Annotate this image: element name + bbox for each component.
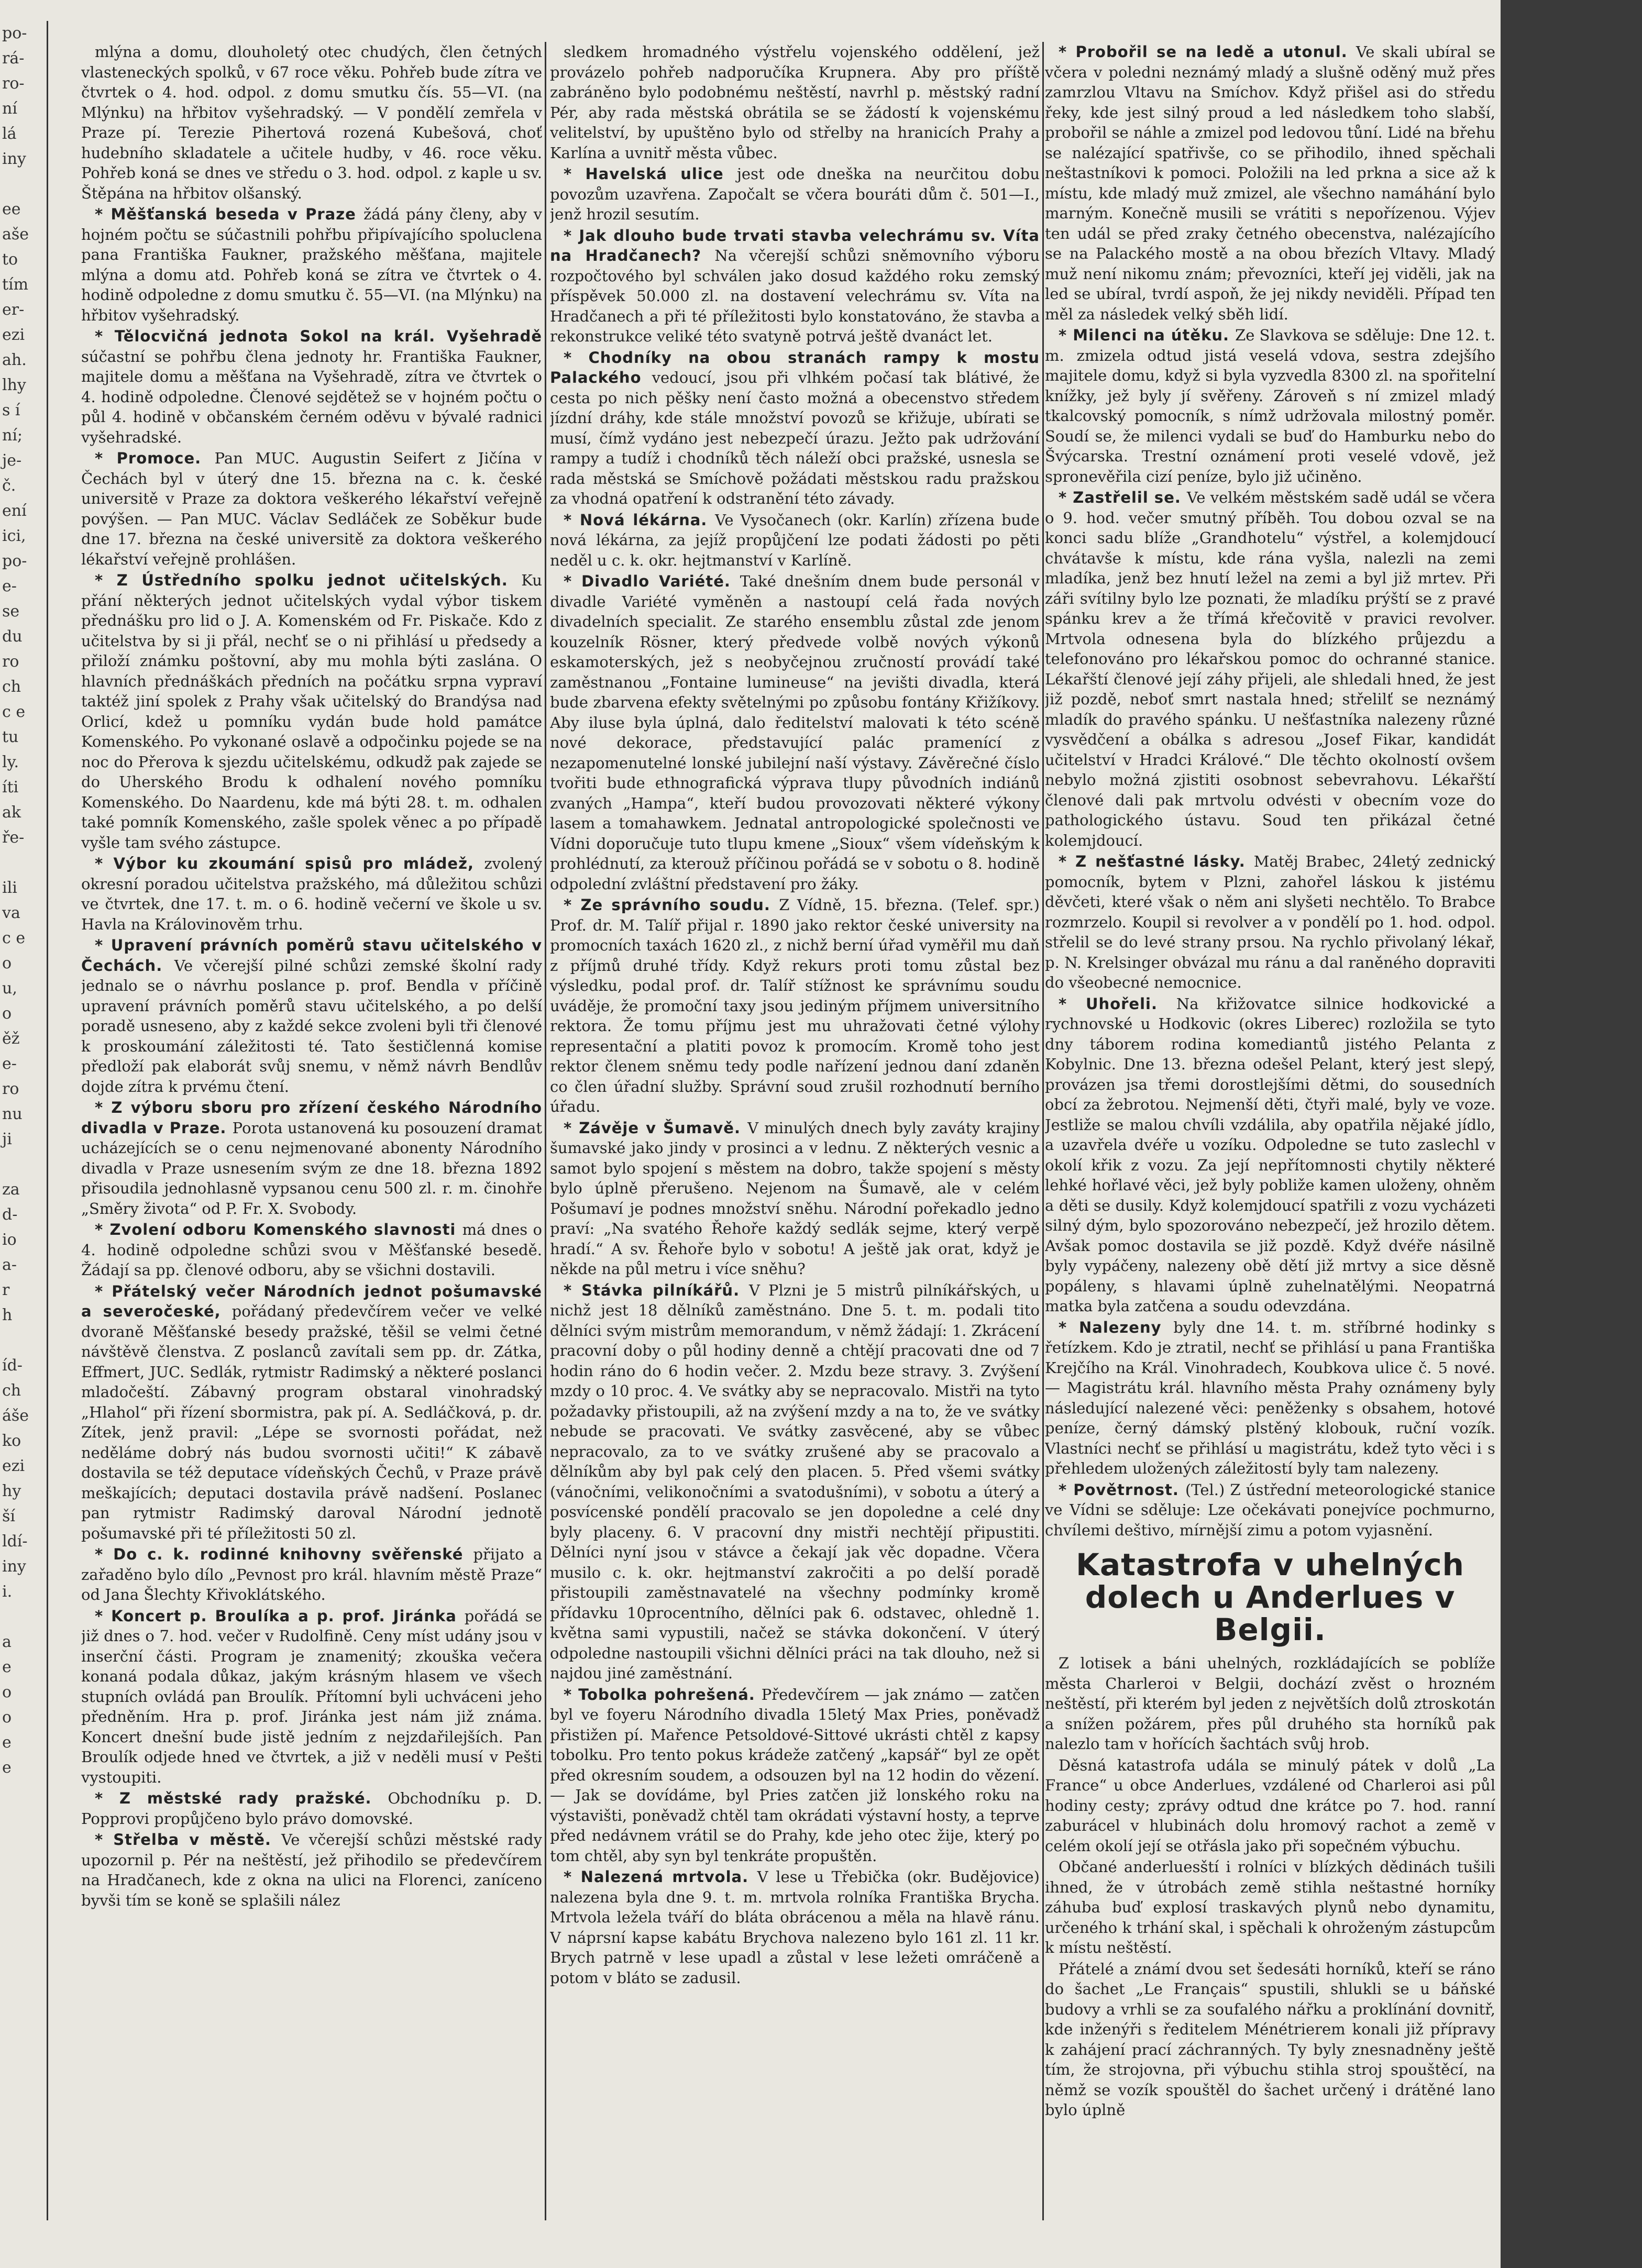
news-item [1045, 325, 1495, 486]
edge-fragment: tu [2, 728, 19, 746]
edge-fragment: lhy [2, 376, 26, 394]
news-item-body: Pan MUC. Augustin Seifert z Jičína v Čechách byl v úterý dne 15. března na c. k. české universitě v Praze za doktora veškerého lékařství veřejně povýšen. — Pan MUC. Václav Sedláček ze Soběkur bude dne 17. března na české universitě za doktora veškerého lékařství veřejně prohlášen. [81, 449, 542, 568]
edge-fragment: za [2, 1180, 20, 1199]
edge-fragment [2, 850, 47, 876]
edge-fragment: o [2, 954, 12, 972]
edge-fragment: a [2, 1633, 12, 1651]
news-item [1045, 994, 1495, 1316]
news-item-body: jest ode dneška na neurčitou dobu povozům uzavřena. Započalt se včera bouráti dům č. 501—I., jenž hrozil sesutím. [550, 165, 1040, 223]
edge-fragment: ro [2, 1080, 19, 1098]
edge-fragment: ee [2, 200, 21, 218]
news-item-body: pořádaný předevčírem večer ve velké dvoraně Měšťanské besedy pražské, těšil se velmi četné návštěvě členstva. Z poslanců zavítali sem pp. dr. Zátka, Effmert, JUC. Sedlák, rytmistr Radimský a některé poslanci mladočeští. Zábavný program obstaral vinohradský „Hlahol“ při řízení sbormistra, pak pí. A. Sedláčková, p. dr. Zítek, jenž pravil: „Lépe se svornosti pořádat, než neděláme dobrý nás budou svornosti učiti!“ K zábavě dostavila se též deputace vídeňských Čechů, v Praze právě meškajících; deputaci dostavila právě nadšení. Poslanec pan rytmistr Radimský daroval Národní jednotě pošumavské při té příležitosti 50 zl. [81, 1302, 542, 1542]
edge-fragment: o [2, 1004, 12, 1023]
news-item-headline: * Jak dlouho bude trvati stavba velechrámu sv. Víta na Hradčanech? [550, 226, 1040, 264]
edge-fragment [2, 1605, 47, 1630]
news-item [550, 226, 1040, 347]
edge-fragment: se [2, 602, 20, 621]
news-item [81, 1830, 542, 1910]
edge-fragment: aše [2, 225, 29, 244]
news-item [550, 1118, 1040, 1279]
column-1 [81, 42, 542, 2220]
news-item-body: Předevčírem — jak známo — zatčen byl ve foyeru Národního divadla 15letý Max Pries, poněvadž přistižen pí. Mařence Petsoldové-Sittové ukrásti chtěl z kapsy tobolku. Pro tento pokus krádeže zatčený „kapsář“ byl ze opět před okresním soudem, a odsouzen byl na 12 hodin do vězení. — Jak se dovídáme, byl Pries zatčen již lonského roku na výstavišti, poněvadž chtěl tam okrádati výstavní hosty, a teprve před nedávnem vrátil se do Prahy, kde jeho otec žije, který po tom chtěl, aby syn byl tenkráte propuštěn. [550, 1685, 1040, 1865]
news-item-body: Přátelé a známí dvou set šedesáti horníků, kteří se ráno do šachet „Le Français“ spustili, shlukli se u báňské budovy a vrhli se za soufalého nářku a proklínání dovnitř, kde inženýři s ředitelem Ménétrierem konali již přípravy k zahájení prací záchranných. Ty byly znesnadněny ještě tím, že strojovna, při výbuchu stihla stroj spouštěcí, na němž se vozík spouštěl do šachet určený i drátěné lano bylo úplně [1045, 1960, 1495, 2119]
news-item [550, 164, 1040, 225]
edge-fragment: íd- [2, 1356, 23, 1375]
edge-fragment: ili [2, 879, 17, 897]
news-item-body: (Tel.) Z ústřední meteorologické stanice ve Vídni se sděluje: Lze očekávati ponejvíce pochmurno, chvílemi deštivo, mírnější zimu a potom vyjasnění. [1045, 1480, 1495, 1539]
news-item [550, 1867, 1040, 1988]
edge-fragment: c e [2, 703, 26, 721]
news-item-headline: * Závěje v Šumavě. [564, 1119, 748, 1137]
news-item [1045, 851, 1495, 993]
column-rule [1042, 42, 1044, 2220]
edge-fragment: áše [2, 1407, 29, 1425]
edge-fragment: iny [2, 1557, 26, 1576]
news-item-body: V lese u Třebička (okr. Budějovice) nalezena byla dne 9. t. m. mrtvola rolníka Františka Brycha. Mrtvola ležela tváří do bláta obrácenou a měla na hlavě ránu. V náprsní kapse kabátu Brychova nalezeno bylo 161 zl. 11 kr. Brych patrně v lese upadl a zůstal v lese ležeti omráčeně a potom v bláto se zadusil. [550, 1868, 1040, 1987]
edge-fragment: ly. [2, 753, 19, 771]
edge-fragment: ici, [2, 527, 26, 545]
news-item-body: Na včerejší schůzi sněmovního výboru rozpočtového byl schválen jako dosud každého roku zemský příspěvek 50.000 zl. na dostavení velechrámu sv. Víta na Hradčanech a při té příležitosti bylo konstatováno, že stavba a rekonstrukce veliké této svatyně potrvá ještě dvanáct let. [550, 247, 1040, 345]
left-page-edge-fragments [0, 21, 48, 2220]
news-item-headline: * Nalezená mrtvola. [564, 1868, 757, 1886]
news-item-headline: * Povětrnost. [1059, 1480, 1185, 1499]
edge-fragment: e- [2, 1055, 17, 1073]
edge-fragment: ak [2, 803, 21, 822]
news-item-headline: * Stávka pilníkářů. [564, 1281, 749, 1299]
news-item-headline: * Havelská ulice [564, 165, 737, 183]
news-item-body: Z lotisek a báni uhelných, rozkládajících se poblíže města Charleroi v Belgii, dochází zvěst o hrozném neštěstí, při kterém byl jeden z největších dolů ztroskotán a snížen požárem, přes půl druhého sta horníků pak nalezlo tam v hořících šachtách svůj hrob. [1045, 1654, 1495, 1753]
edge-fragment: ko [2, 1432, 21, 1450]
news-item [1045, 1857, 1495, 1958]
edge-fragment: ro- [2, 74, 25, 93]
news-item [550, 1685, 1040, 1866]
news-item-headline: * Nová lékárna. [564, 511, 715, 529]
news-item [81, 570, 542, 853]
news-item [550, 42, 1040, 163]
news-item-headline: * Tělocvičná jednota Sokol na král. Vyšehradě [95, 327, 542, 345]
news-item-body: mlýna a domu, dlouholetý otec chudých, člen četných vlasteneckých spolků, v 67 roce věku. Pohřeb bude zítra ve čtvrtek o 4. hod. odpol. z domu smutku čís. 55—VI. (na Mlýnku) na hřbitov vyšehradský. — V pondělí zemřela v Praze pí. Terezie Pihertová rozená Kubešová, choť hudebního skladatele a učitele hudby, v 46. roce věku. Pohřeb koná se dnes ve středu o 3. hod. odpol. z kaple u sv. Štěpána na hřbitov olšanský. [81, 43, 542, 202]
edge-fragment: o [2, 1683, 12, 1701]
edge-fragment: ní; [2, 426, 23, 445]
news-item [81, 1544, 542, 1605]
news-item [1045, 1318, 1495, 1479]
edge-fragment: ší [2, 1507, 15, 1525]
edge-fragment: e [2, 1658, 12, 1676]
news-item-body: Ku přání některých jednot učitelských vydal výbor tiskem přednášku pro lid o J. A. Komenském od Fr. Piskače. Kdo z učitelstva by si ji přál, nechť se o ni přihlásí u předsedy a přiloží známku poštovní, aby mu mohla býti zaslána. O hlavních přednáškách předních na počátku srpna vypraví taktéž jiní spolek z Prahy však učitelský do Brandýsa nad Orlicí, kdež u pomníku vydán bude hold památce Komenského. Po vykonané oslavě a odpočinku pojede se na noc do Přerova k sjezdu učitelskému, odkudž pak zajede se do Uherského Brodu k odhalení nového pomníku Komenského. Do Naardenu, kde má býti 28. t. m. odhalen také pomník Komenského, zašle spolek věnec a po případě vyšle tam svého zástupce. [81, 571, 542, 851]
edge-fragment: ldí- [2, 1532, 28, 1551]
edge-fragment: tím [2, 275, 29, 294]
edge-fragment: po- [2, 24, 27, 42]
news-item-body: V Plzni je 5 mistrů pilníkářských, u nichž jest 18 dělníků zaměstnáno. Dne 5. t. m. podali tito dělníci svým mistrům memorandum, v němž žádají: 1. Zkrácení pracovní doby o půl hodiny denně a chtějí pracovati dne od 7 hodin ráno do 6 hodin večer. 2. Mzdu beze stravy. 3. Zvýšení mzdy o 10 proc. 4. Ve svátky aby se nepracovalo. Mistři na tyto požadavky přistoupili, až na zvýšení mzdy a na to, že ve svátky nebude se pracovati. Ve svátky zasvěcené, aby se vůbec nepracovalo, za to ve svátky zrušené aby se pracovalo a dělníkům aby byl pak celý den placen. 5. Před všemi svátky (vánočními, velikonočními a svatodušními), v sobotu a úterý a posvícenské pondělí pracovalo se jen dopoledne a celé dny byly placeny. 6. V pracovní dny mistři nechtějí připustiti. Dělníci nyní jsou v stávce a čekají jak věc dopadne. Včera musilo c. k. okr. hejtmanství zakročiti a po delší poradě přistoupili zaměstnavatelé na všechny podmínky kromě přídavku 10procentního, dělníci pak 6. odstavec, ohledně 1. května sami vypustili, načež se stávka dokončení. V úterý odpoledne nastoupili všichni dělníci práci na tak dlouho, než si najdou jiné zaměstnání. [550, 1281, 1040, 1682]
news-item-body: Z Vídně, 15. března. (Telef. spr.) Prof. dr. M. Talíř přijal r. 1890 jako rektor české university na promocních taxách 1620 zl., z nichž berní úřad vyměřil mu daň z příjmů druhé třídy. Když rekurs proti tomu zůstal bez výsledku, podal prof. dr. Talíř stížnost ke správnímu soudu uváděje, že promoční taxy jsou jediným příjmem universitního rektora. Že tomu příjmu jest mu uhražovati četné výlohy representační a platiti povoz k promocím. Kromě toho jest rektor členem sněmu tedy podle nařízení jednou daní zdaněn co člen úřadní služby. Správní soud zrušil rozhodnutí berního úřadu. [550, 896, 1040, 1115]
news-item [81, 42, 542, 203]
news-item [81, 1220, 542, 1280]
edge-fragment: ezi [2, 1457, 25, 1475]
news-item-headline: * Milenci na útěku. [1059, 326, 1236, 344]
edge-fragment: íti [2, 778, 19, 796]
news-item-headline: * Zvolení odboru Komenského slavnosti [95, 1221, 462, 1238]
edge-fragment: io [2, 1231, 17, 1249]
news-item [1045, 1755, 1495, 1856]
news-item [81, 1606, 542, 1788]
edge-fragment: er- [2, 301, 25, 319]
news-item-headline: * Měšťanská beseda v Praze [95, 205, 364, 223]
edge-fragment: a- [2, 1256, 17, 1274]
edge-fragment: s í [2, 401, 20, 419]
news-item [81, 204, 542, 325]
edge-fragment: va [2, 904, 20, 922]
column-2 [550, 42, 1040, 2220]
edge-fragment: du [2, 627, 23, 646]
news-item [550, 1280, 1040, 1684]
news-item-body: přijato a zařaděno bylo dílo „Pevnost pro král. hlavním městě Praze“ od Jana Šlechty Křivoklátského. [81, 1545, 542, 1603]
edge-fragment: nu [2, 1105, 23, 1123]
news-item-headline: * Přátelský večer Národních jednot pošumavské a severočeské, [81, 1282, 542, 1320]
edge-fragment: ení [2, 502, 27, 520]
news-item [1045, 1653, 1495, 1754]
news-item-body: sledkem hromadného výstřelu vojenského oddělení, jež provázelo pohřeb nadporučíka Krupnera. Aby pro příště zabráněno bylo podobnému neštěstí, navrhl p. městský radní Pér, aby rada městská obrátila se se žádostí k vojenskému velitelství, by upuštěno bylo od střelby na hranicích Prahy a Karlína a uvnitř města vůbec. [550, 43, 1040, 162]
edge-fragment: č. [2, 477, 16, 495]
edge-fragment: rá- [2, 49, 25, 68]
edge-fragment: ře- [2, 828, 25, 847]
edge-fragment: c e [2, 929, 26, 947]
news-item-headline: * Z nešťastné lásky. [1059, 853, 1254, 870]
news-item [550, 895, 1040, 1117]
edge-fragment: ch [2, 1381, 21, 1400]
news-item-headline: * Zastřelil se. [1059, 489, 1187, 506]
news-item-headline: * Z Ústředního spolku jednot učitelských. [95, 571, 522, 589]
news-item [81, 326, 542, 447]
news-item-headline: * Z výboru sboru pro zřízení českého Národního divadla v Praze. [81, 1099, 542, 1137]
edge-fragment: ezi [2, 326, 25, 344]
news-item [550, 348, 1040, 509]
news-item-headline: * Promoce. [95, 449, 215, 467]
edge-fragment: iny [2, 150, 26, 168]
news-item [550, 571, 1040, 894]
edge-fragment: hy [2, 1482, 21, 1500]
news-item-headline: * Nalezeny [1059, 1318, 1174, 1336]
edge-fragment: r [2, 1281, 10, 1299]
news-item-body: vedoucí, jsou při vlhkém počasí tak blátivé, že cesta po nich pěšky není často možná a obecenstvo středem jízdní dráhy, kde stále množství povozů se křižuje, ubírati se musí, čímž vydáno jest nebezpečí úrazu. Ježto pak udržování rampy a tudíž i chodníků těch náleží obci pražské, usnesla se rada městská se Smíchově požádati městskou radu pražskou za vhodná opatření k odstranění této závady. [550, 369, 1040, 507]
news-item [81, 1281, 542, 1544]
news-item-headline: * Výbor ku zkoumání spisů pro mládež, [95, 855, 484, 872]
news-item [81, 1098, 542, 1219]
edge-fragment: to [2, 250, 18, 269]
news-item [81, 448, 542, 569]
edge-fragment: ěž [2, 1030, 20, 1048]
news-item-headline: * Uhořeli. [1059, 994, 1176, 1013]
news-item-body: súčastní se pohřbu člena jednoty hr. Františka Faukner, majitele domu a měšťana na Vyšehradě, zítra ve čtvrtek o 4. hodině odpoledne. Členové sejdětež se v hojném počtu o půl 4. hodině v občanském černém oděvu v bývalé radnici vyšehradské. [81, 347, 542, 446]
edge-fragment [2, 1328, 47, 1353]
edge-fragment: e [2, 1733, 12, 1752]
news-item-headline: * Chodníky na obou stranách rampy k mostu Palackého [550, 348, 1040, 386]
news-item-body: Ve velkém městském sadě udál se včera o 9. hod. večer smutný příběh. Tou dobou ozval se na konci sadu blíže „Grandhotelu“ výstřel, a kolemjdoucí chvátavše k místu, kde rána vyšla, nalezli na zemi mladíka, jenž bez hnutí ležel na zemi a byl již mrtev. Při záři svítilny bylo lze poznati, že mladíku prýští se z pravé spánku krev a že třímá křečovitě v pravici revolver. Mrtvola odnesena byla do blízkého průjezdu a telefonováno pro lékařskou pomoc do ochranné stanice. Lékařští členové její záhy přijeli, ale shledali hned, že jest již pozdě, neboť smrt nastala hned; střelilť se neznámý mladík do pravého spánku. U nešťastníka nalezeny různé vysvědčení a obálka s adresou „Josef Fikar, kandidát učitelství v Hradci Králové.“ Dle těchto okolností ovšem nebylo možná zjistiti osobnost sebevrahovu. Lékařští členové dali pak mrtvolu odvésti v obecním voze do pathologického ústavu. Soud ten přikázal četné kolemjdoucí. [1045, 489, 1495, 849]
news-item-body: Děsná katastrofa udála se minulý pátek v dolů „La France“ u obce Anderlues, vzdálené od Charleroi asi půl hodiny cesty; zprávy odtud dne krátce po 7. hod. ranní zaburácel v hlubinách dolu hromový rachot a země v celém okolí její se otřásla jako při sopečném výbuchu. [1045, 1756, 1495, 1855]
feature-headline: Katastrofa v uhelných dolech u Anderlues v Belgii. [1076, 1547, 1464, 1647]
edge-fragment: d- [2, 1205, 18, 1224]
edge-fragment [2, 172, 47, 197]
edge-fragment: ro [2, 652, 19, 671]
news-item-headline: * Tobolka pohrešená. [564, 1685, 762, 1703]
news-item-body: Porota ustanovená ku posouzení dramat ucházejících se o cenu nejmenované abonenty Národního divadla v Praze usnesením svým ze dne 18. března 1892 přisoudila jednohlasně vypsanou cenu 500 zl. r. m. činohře „Směry života“ od P. Fr. X. Svobody. [81, 1119, 542, 1218]
news-item [81, 1788, 542, 1829]
news-item-body: žádá pány členy, aby v hojném počtu se súčastnili pohřbu připívajícího spoluclena pana Františka Faukner, pražského měšťana, majitele mlýna a domu atd. Pohřeb koná se zítra ve čtvrtek o 4. hodině odpoledne z domu smutku č. 55—VI. (na Mlýnku) na hřbitov vyšehradský. [81, 205, 542, 324]
news-item-body: Ze Slavkova se sděluje: Dne 12. t. m. zmizela odtud jistá veselá vdova, sestra zdejšího majitele domu, když si byla vyzvedla 8300 zl. na spořitelní knížky, jež byly jí svěřeny. Zároveň s ní zmizel mladý tkalcovský pomocník, s nímž udržovala milostný poměr. Soudí se, že milenci vydali se buď do Hamburku nebo do Švýcarska. Trestní oznámení proti veselé vdově, jež spronevěřila cizí peníze, bylo již učiněno. [1045, 326, 1495, 485]
edge-fragment: po- [2, 552, 27, 570]
news-item-body: Na křižovatce silnice hodkovické a rychnovské u Hodkovic (okres Liberec) rozložila se tyto dny táborem rodina komediantů jistého Pelanta z Kobylnic. Dne 13. března odešel Pelant, který jest slepý, provázen jsa třemi dorostlejšími dětmi, do sousedních obcí za žebrotou. Nejmenší děti, čtyři malé, byly ve voze. Jestliže se malou chvíli vzdálila, aby opatřila nějaké jídlo, a uzavřela dvéře u vozíku. Odpoledne se tuto zaslechl v okolí křik z vozu. Za její nepřítomnosti chytily některé lehké hořlavé věci, jež byly pobliže kamen uloženy, ohněm a děti se dusily. Když kolemjdoucí spatřili z vozu vycházeti silný dým, bylo spozorováno nebezpečí, jež hrozilo dětem. Avšak pomoc dostavila se již pozdě. Když dvéře násilně byly vypáčeny, nalezeny obě dětí již mrtvy a sice děsně popáleny, s hlavami úplně zuhelnatělými. Neopatrná matka byla zatčena a soudu odevzdána. [1045, 994, 1495, 1315]
news-item [1045, 488, 1495, 850]
edge-fragment: ah. [2, 351, 27, 369]
edge-fragment: h [2, 1306, 13, 1324]
edge-fragment: e- [2, 577, 17, 595]
news-item-headline: * Divadlo Variété. [564, 572, 740, 590]
edge-fragment: i. [2, 1583, 13, 1601]
scan-dark-margin [1501, 0, 1642, 2268]
news-item-body: Ve skali ubíral se včera v poledni neznámý mladý a slušně oděný muž přes zamrzlou Vltavu na Smíchov. Když přišel asi do středu řeky, kde jest silný proud a led následkem toho slabší, probořil se náhle a zmizel pod ledovou tůní. Lidé na břehu se nalézající spatřivše, co se přihodilo, ihned spěchali neštastníkovi k pomoci. Položili na led prkna a sice až k místu, kde mladý muž zmizel, ale všechno namáhání bylo marným. Konečně musili se vrátiti s nepořízenou. Výjev ten udál se před zraky četného obecenstva, nalézajícího se na Palackého mostě a na obou březích Vltavy. Mladý muž není nikomu znám; převozníci, kteří jej viděli, jak na led se ubíral, tvrdí aspoň, že jej nikdy neviděli. Případ ten měl za následek velký sběh lidí. [1045, 43, 1495, 323]
news-item-body: Ve včerejší schůzi městské rady upozornil p. Pér na neštěstí, jež přihodilo se předevčírem na Hradčanech, kde z okna na ulici na Florenci, zaníceno byvši tím se koně se splašili nález [81, 1831, 542, 1909]
news-item-body: Matěj Brabec, 24letý zednický pomocník, bytem v Plzni, zahořel láskou k jistému děvčeti, které však o něm ani slyšeti nechtělo. To Brabce rozmrzelo. Koupil si revolver a v pondělí po 1. hod. odpol. střelil se do levé strany prsou. Na rychlo přivolaný lékař, p. N. Krelsinger obvázal mu ránu a dal raněného dopraviti do všeobecné nemocnice. [1045, 853, 1495, 991]
edge-fragment: ch [2, 678, 21, 696]
news-item-headline: * Probořil se na ledě a utonul. [1059, 43, 1357, 61]
news-item-body: byly dne 14. t. m. stříbrné hodinky s řetízkem. Kdo je ztratil, nechť se přihlásí u pana Františka Krejčího na Král. Vinohradech, Koubkova ulice č. 5 nové. — Magistrátu král. hlavního města Prahy oznámeny byly následující nalezené věci: peněženky s obsahem, hotové peníze, černý dámský plstěný klobouk, ruční vozík. Vlastníci nechť se přihlásí u magistrátu, kdež tyto věci i s přehledem uložených záležitostí byly tam nalezeny. [1045, 1318, 1495, 1477]
news-item-headline: * Střelba v městě. [95, 1831, 281, 1849]
news-item-body: pořádá se již dnes o 7. hod. večer v Rudolfině. Ceny míst udány jsou v inserční části. Program je znamenitý; zkouška večera konaná podala důkaz, jakým krásným hlasem ve všech stupních ovládá pan Broulík. Přítomní byli uchváceni jeho předněním. Hra p. prof. Jiránka jest nám již známa. Koncert dnešní bude jistě jedním z nejzdařilejších. Pan Broulík odjede hned ve čtvrtek, a již v neděli musí v Pešti vystoupiti. [81, 1607, 542, 1786]
news-item-headline: * Do c. k. rodinné knihovny svěřenské [95, 1545, 473, 1563]
news-item [81, 854, 542, 934]
news-item-body: zvolený okresní poradou učitelstva pražského, má důležitou schůzi ve čtvrtek, dne 17. t. m. o 6. hodině večerní ve škole u sv. Havla na Královinověm trhu. [81, 855, 542, 933]
news-item-headline: * Ze správního soudu. [564, 896, 779, 914]
news-item-headline: * Koncert p. Broulíka a p. prof. Jiránka [95, 1607, 465, 1625]
column-3 [1045, 42, 1495, 2220]
news-item-body: Také dnešním dnem bude personál v divadle Variété vyměněn a nastoupí celá řada nových divadelních specialit. Ze starého ensemblu zůstal zde jenom kouzelník Rösner, který předvede volbě nových výkonů eskamoterských, jež s neobyčejnou zručností provádí také zaměstnanou „Fontaine lumineuse“ na jevišti divadla, která bude zbarvena efekty světelnými po způsobu fontány Křižíkovy. Aby iluse byla úplná, dalo ředitelství malovati k této scéně nové dekorace, představující palác pramenící z nezapomenutelné lonské jubilejní naší výstavy. Závěrečné číslo tvořiti bude ethnografická výprava tlupy původních indiánů zvaných „Hampa“, kteří budou provozovati některé výkony lasem a tomahawkem. Jednatal antropologické společnosti ve Vídni doporučuje tuto tlupu kmene „Sioux“ všem vídeňským k prohlédnutí, za kterouž příčinou pořádá se v sobotu o 8. hodině odpolední zvláštní představení pro žáky. [550, 572, 1040, 893]
news-item-body: V minulých dnech byly zaváty krajiny šumavské jako jindy v prosinci a v lednu. Z některých vesnic a samot bylo spojení s městem na dobro, takže spojení s městy bylo úplně přerušeno. Nejenom na Šumavě, ale v celém Pošumaví je podnes množství sněhu. Národní pořekadlo jedno praví: „Na svatého Řehoře každý sedlák sejme, který verpě hradí.“ A sv. Řehoře bylo v sobotu! A ještě jak orat, když je někde na půl metru i více sněhu? [550, 1119, 1040, 1278]
edge-fragment: je- [2, 451, 22, 470]
news-item-body: Ve Vysočanech (okr. Karlín) zřízena bude nová lékárna, za jejíž propůjčení lze podati žádosti po pěti neděl u c. k. okr. hejtmanství v Karlíně. [550, 511, 1040, 569]
column-rule [545, 42, 546, 2220]
edge-fragment: ní [2, 99, 17, 118]
news-item-body: Obchodníku p. D. Popprovi propůjčeno bylo právo domovské. [81, 1789, 542, 1828]
news-item-body: Občané anderluesští i rolníci v blízkých dědinách tušili ihned, že v útrobách země stihla neštastné horníky záhuba buď explosí traskavých plynů nebo dynamitu, určeného k trhání skal, i spěchali k ohroženým zástupcům k místu neštěstí. [1045, 1858, 1495, 1956]
news-item-body: má dnes o 4. hodině odpoledne schůzi svou v Měšťanské besedě. Žádají sa pp. členové odboru, aby se všichni dostavili. [81, 1221, 542, 1279]
news-item-headline: * Upravení právních poměrů stavu učitelského v Čechách. [81, 936, 542, 975]
edge-fragment [2, 1152, 47, 1177]
news-item [1045, 1959, 1495, 2120]
news-item [1045, 1480, 1495, 1541]
news-item [550, 510, 1040, 571]
news-item-headline: * Z městské rady pražské. [95, 1789, 388, 1807]
edge-fragment: ji [2, 1130, 12, 1148]
news-item-body: Ve včerejší pilné schůzi zemské školní rady jednalo se o návrhu poslance p. prof. Bendla v příčině upravení právních poměrů stavu učitelského, a po delší poradě usneseno, aby z každé sekce zvoleni byli tři členové k proskoumání záležitosti té. Tato šestičlenná komise předloží pak elaborát svůj snemu, v němž návrh Bendlův dojde zítra k prvému čtení. [81, 956, 542, 1096]
news-item [81, 935, 542, 1097]
edge-fragment: o [2, 1708, 12, 1727]
edge-fragment: lá [2, 125, 17, 143]
edge-fragment: e [2, 1758, 12, 1777]
news-item [1045, 42, 1495, 324]
edge-fragment: u, [2, 979, 17, 998]
